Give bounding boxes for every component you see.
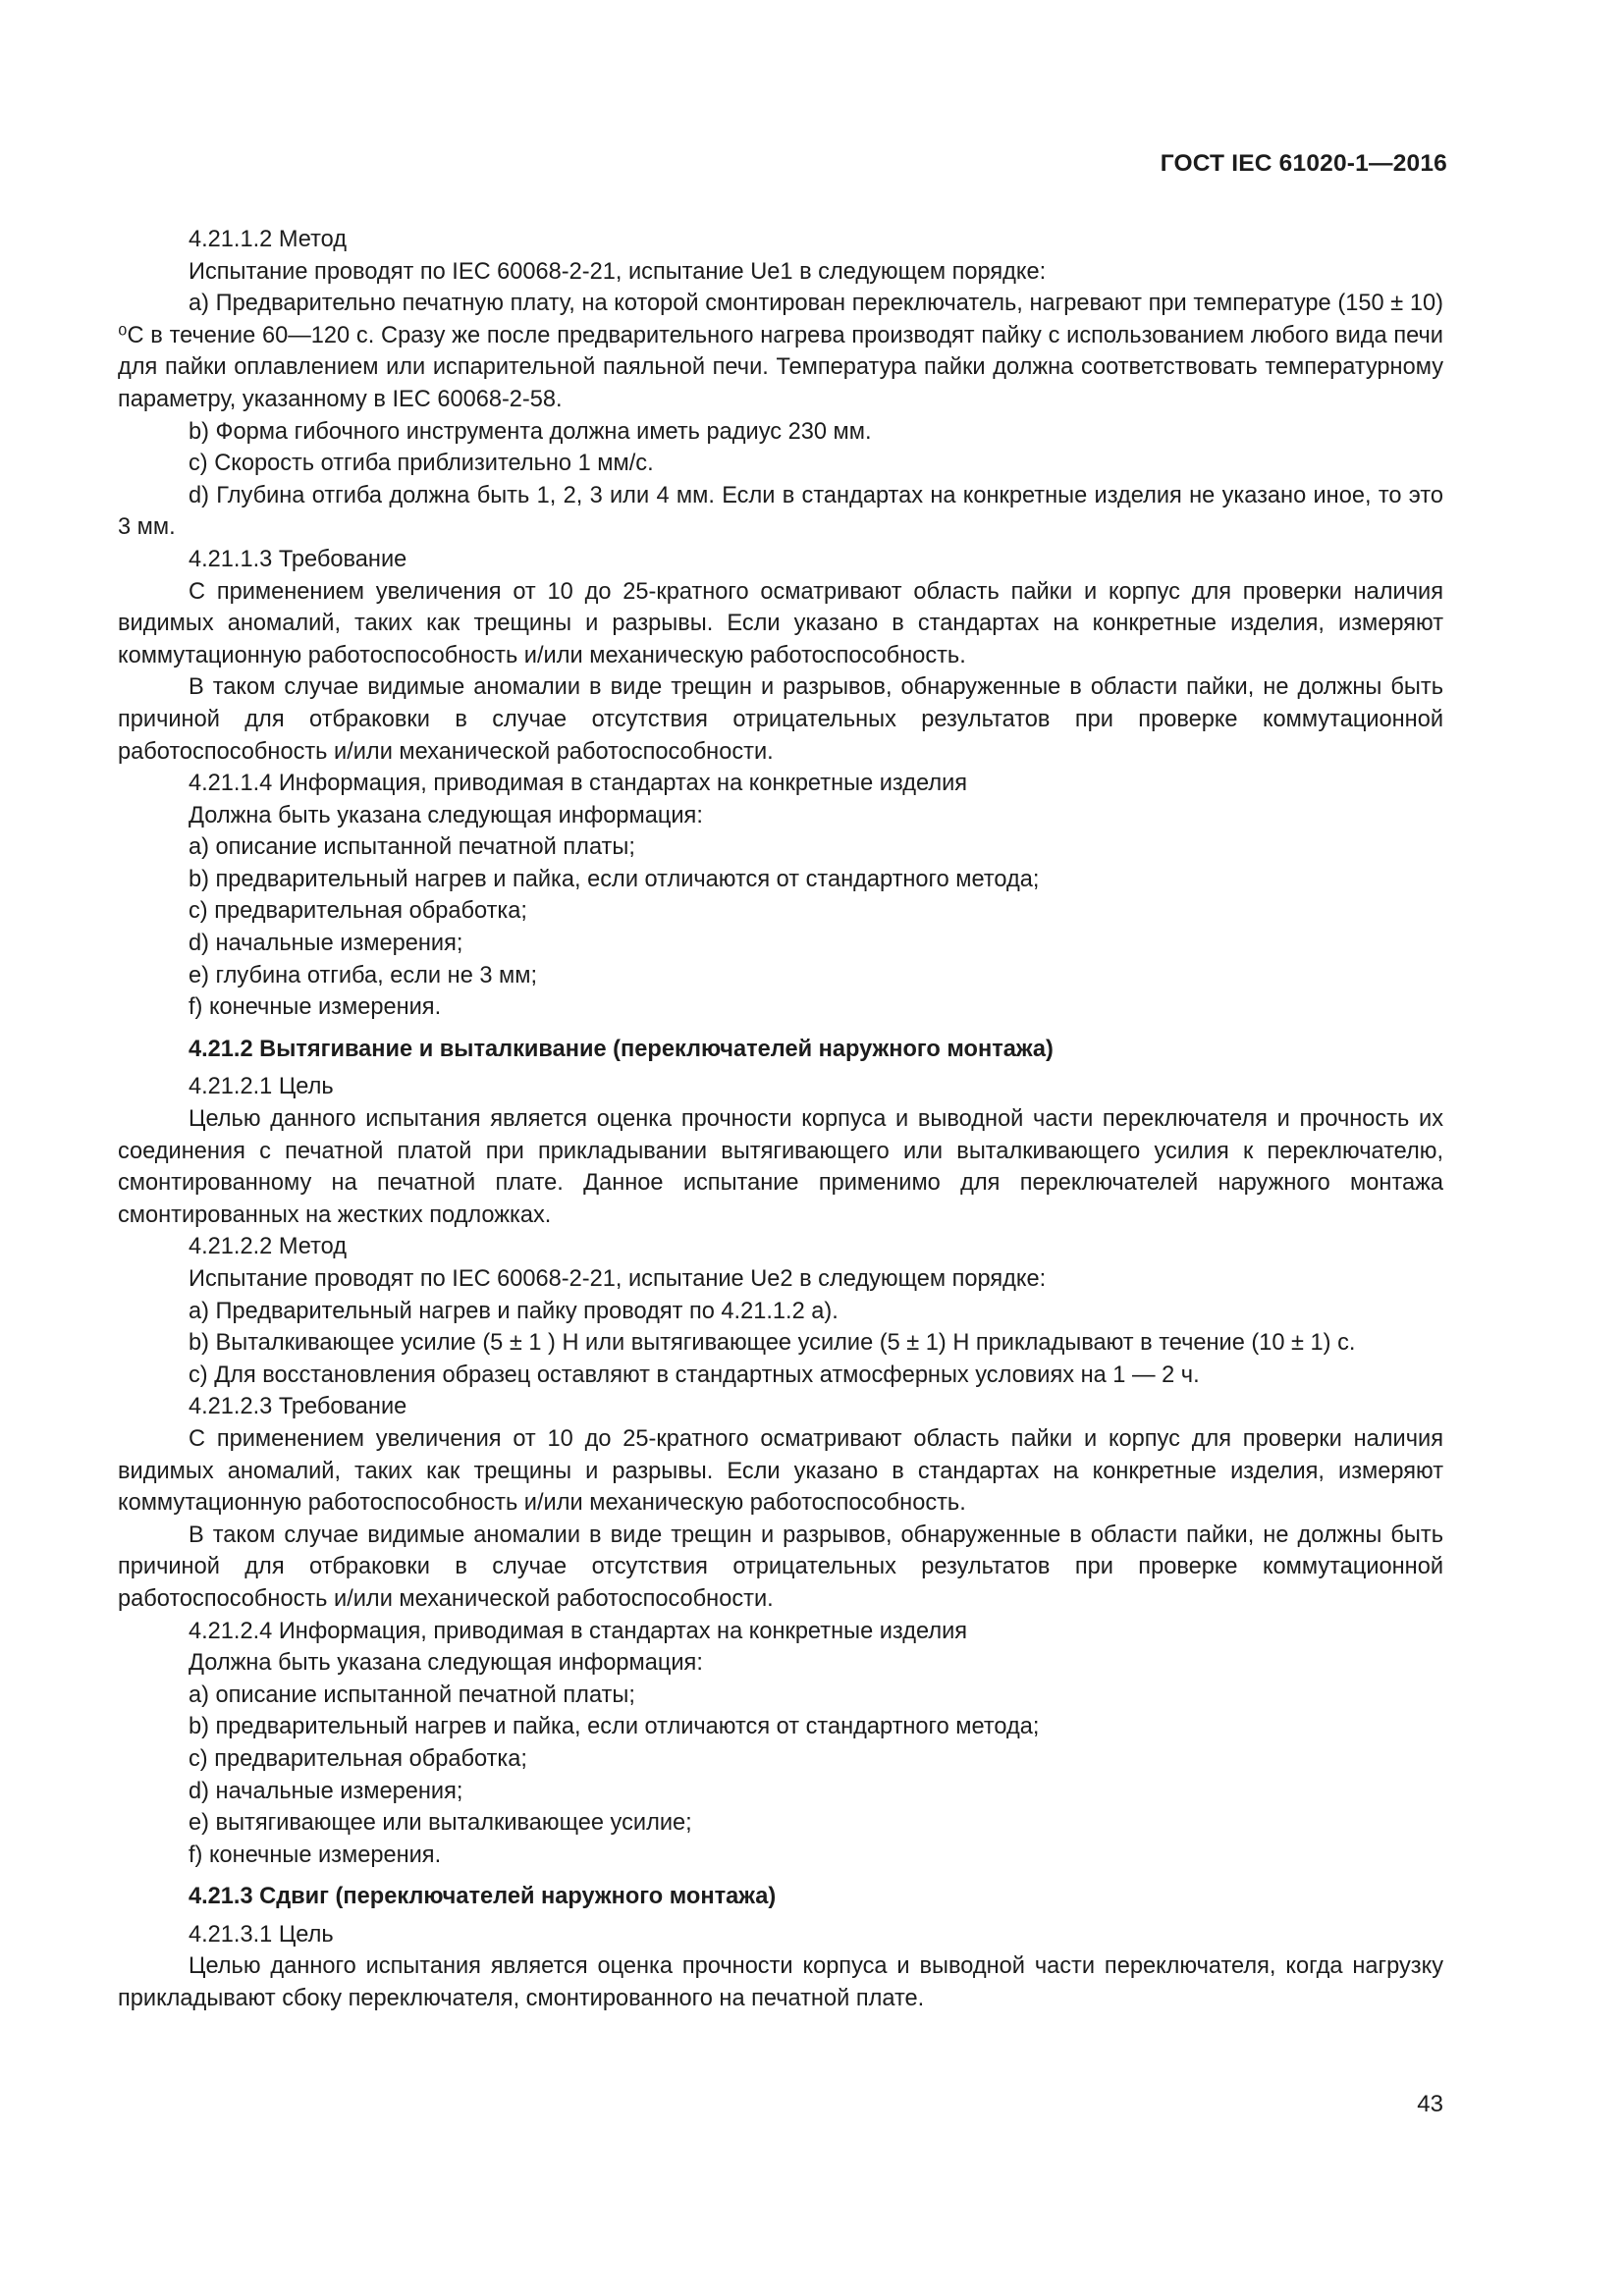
paragraph: Должна быть указана следующая информация: xyxy=(189,802,703,828)
list-item: c) предварительная обработка; xyxy=(189,1745,527,1772)
list-item: d) Глубина отгиба должна быть 1, 2, 3 или 4 мм. Если в стандартах на конкретные изделия не указано иное, то это 3 мм. xyxy=(118,482,1443,541)
clause-heading: 4.21.1.3 Требование xyxy=(189,546,407,572)
clause-heading: 4.21.3.1 Цель xyxy=(189,1921,334,1948)
clause-heading: 4.21.1.4 Информация, приводимая в стандартах на конкретные изделия xyxy=(189,771,968,797)
paragraph: С применением увеличения от 10 до 25-кратного осматривают область пайки и корпус для проверки наличия видимых аномалий, таких как трещины и разрывы. Если указано в стандартах на конкретные изделия, измеряют коммутационную работоспособность и/или механическую работоспособность. xyxy=(118,1425,1443,1517)
paragraph: Целью данного испытания является оценка прочности корпуса и выводной части переключателя, когда нагрузку прикладывают сбоку переключателя, смонтированного на печатной плате. xyxy=(118,1953,1443,2012)
list-item: e) вытягивающее или выталкивающее усилие; xyxy=(189,1810,692,1837)
section-heading: 4.21.2 Вытягивание и выталкивание (переключателей наружного монтажа) xyxy=(189,1036,1054,1062)
clause-heading: 4.21.2.4 Информация, приводимая в стандартах на конкретные изделия xyxy=(189,1618,968,1644)
section-heading: 4.21.3 Сдвиг (переключателей наружного монтажа) xyxy=(189,1884,777,1910)
list-item: a) описание испытанной печатной платы; xyxy=(189,1682,635,1708)
document-header: ГОСТ IEC 61020-1—2016 xyxy=(1160,150,1447,177)
list-item: a) описание испытанной печатной платы; xyxy=(189,834,635,861)
paragraph: В таком случае видимые аномалии в виде трещин и разрывов, обнаруженные в области пайки, не должны быть причиной для отбраковки в случае отсутствия отрицательных результатов при проверке коммутационной работоспособность и/или механической работоспособности. xyxy=(118,674,1443,765)
list-item: b) предварительный нагрев и пайка, если отличаются от стандартного метода; xyxy=(189,866,1040,892)
list-item: c) Для восстановления образец оставляют в стандартных атмосферных условиях на 1 — 2 ч. xyxy=(189,1362,1200,1388)
clause-heading: 4.21.2.3 Требование xyxy=(189,1394,407,1420)
list-item: c) предварительная обработка; xyxy=(189,898,527,925)
list-item: f) конечные измерения. xyxy=(189,994,442,1021)
paragraph: Целью данного испытания является оценка прочности корпуса и выводной части переключателя и прочность их соединения с печатной платой при прикладывании вытягивающего или выталкивающего усилия к переключателю, смонтированному на печатной плате. Данное испытание применимо для переключателей наружного монтажа смонтированных на жестких подложках. xyxy=(118,1106,1443,1228)
paragraph: Должна быть указана следующая информация: xyxy=(189,1650,703,1677)
list-item: a) Предварительный нагрев и пайку проводят по 4.21.1.2 a). xyxy=(189,1298,839,1324)
list-item: a) Предварительно печатную плату, на которой смонтирован переключатель, нагревают при температуре (150 ± 10) ⁰С в течение 60—120 с. Сразу же после предварительного нагрева производят пайку с использованием любого вида печи для пайки оплавлением или испарительной паяльной печи. Температура пайки должна соответствовать температурному параметру, указанному в IEC 60068-2-58. xyxy=(118,291,1443,412)
list-item: b) предварительный нагрев и пайка, если отличаются от стандартного метода; xyxy=(189,1714,1040,1740)
list-item: d) начальные измерения; xyxy=(189,931,463,957)
paragraph: С применением увеличения от 10 до 25-кратного осматривают область пайки и корпус для проверки наличия видимых аномалий, таких как трещины и разрывы. Если указано в стандартах на конкретные изделия, измеряют коммутационную работоспособность и/или механическую работоспособность. xyxy=(118,578,1443,668)
clause-heading: 4.21.2.1 Цель xyxy=(189,1074,334,1100)
list-item: b) Выталкивающее усилие (5 ± 1 ) Н или вытягивающее усилие (5 ± 1) Н прикладывают в течение (10 ± 1) с. xyxy=(189,1330,1356,1357)
paragraph: Испытание проводят по IEC 60068-2-21, испытание Ue2 в следующем порядке: xyxy=(189,1266,1047,1292)
paragraph: Испытание проводят по IEC 60068-2-21, испытание Ue1 в следующем порядке: xyxy=(189,258,1047,285)
clause-heading: 4.21.2.2 Метод xyxy=(189,1234,347,1260)
list-item: c) Скорость отгиба приблизительно 1 мм/с. xyxy=(189,451,654,477)
page-number: 43 xyxy=(1417,2091,1443,2117)
clause-heading: 4.21.1.2 Метод xyxy=(189,227,347,252)
list-item: b) Форма гибочного инструмента должна иметь радиус 230 мм. xyxy=(189,418,872,445)
paragraph: В таком случае видимые аномалии в виде трещин и разрывов, обнаруженные в области пайки, не должны быть причиной для отбраковки в случае отсутствия отрицательных результатов при проверке коммутационной работоспособность и/или механической работоспособности. xyxy=(118,1522,1443,1612)
list-item: d) начальные измерения; xyxy=(189,1778,463,1804)
list-item: f) конечные измерения. xyxy=(189,1842,442,1868)
list-item: e) глубина отгиба, если не 3 мм; xyxy=(189,962,538,988)
document-body xyxy=(118,224,1443,2015)
